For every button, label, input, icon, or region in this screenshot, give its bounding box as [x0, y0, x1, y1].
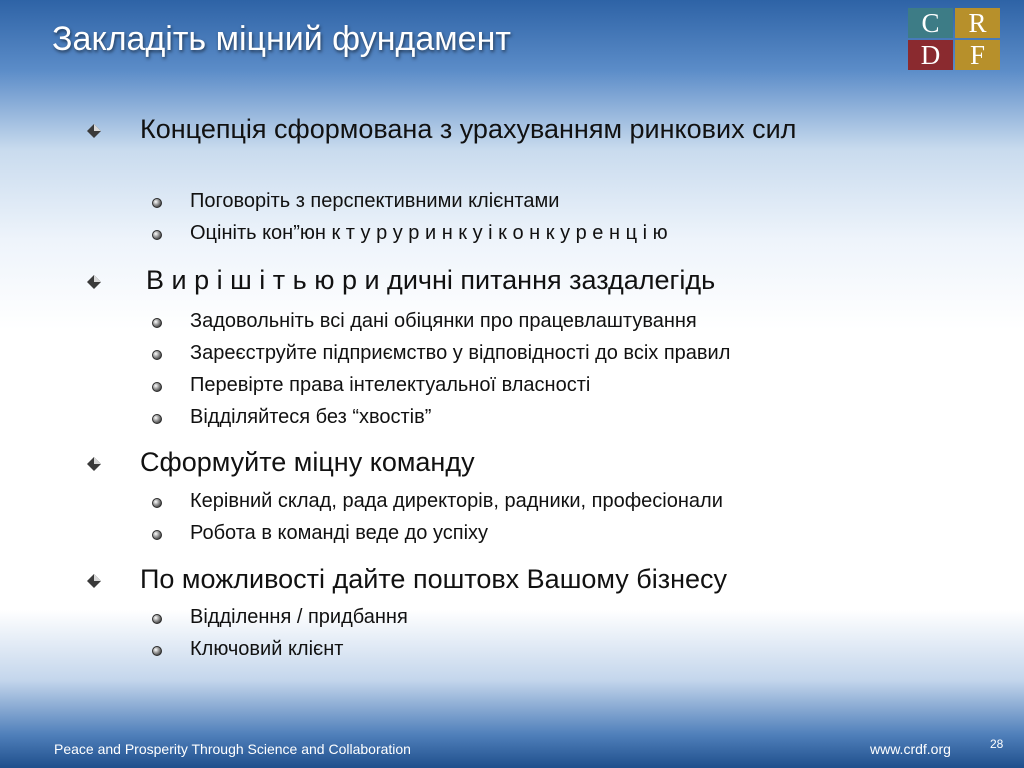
sub-bullet-text: Задовольніть всі дані обіцянки про працевлаштування	[190, 310, 697, 332]
bullet-text: В и р і ш і т ь ю р и дичні питання заздалегідь	[146, 265, 716, 295]
sub-bullet-text: Зареєструйте підприємство у відповідності до всіх правил	[190, 342, 731, 364]
dot-bullet-icon	[152, 498, 162, 508]
diamond-bullet-icon	[87, 574, 101, 588]
sub-bullet-text: Відділяйтеся без “хвостів”	[190, 406, 432, 428]
diamond-bullet-icon	[87, 275, 101, 289]
diamond-bullet-icon	[87, 124, 101, 138]
sub-bullet-text: Перевірте права інтелектуальної власності	[190, 374, 591, 396]
diamond-bullet-icon	[87, 457, 101, 471]
dot-bullet-icon	[152, 530, 162, 540]
dot-bullet-icon	[152, 414, 162, 424]
dot-bullet-icon	[152, 350, 162, 360]
dot-bullet-icon	[152, 198, 162, 208]
footer-tagline: Peace and Prosperity Through Science and Collaboration	[54, 741, 411, 757]
dot-bullet-icon	[152, 382, 162, 392]
slide-title: Закладіть міцний фундамент	[52, 20, 511, 58]
dot-bullet-icon	[152, 614, 162, 624]
logo-letter-r: R	[955, 8, 1000, 38]
sub-bullet-text: Відділення / придбання	[190, 606, 408, 628]
sub-bullet-text: Поговоріть з перспективними клієнтами	[190, 190, 560, 212]
sub-bullet-text: Керівний склад, рада директорів, радники, професіонали	[190, 490, 723, 512]
logo-letter-c: C	[908, 8, 953, 38]
dot-bullet-icon	[152, 646, 162, 656]
page-number: 28	[990, 737, 1004, 751]
footer-url[interactable]: www.crdf.org	[870, 741, 951, 757]
dot-bullet-icon	[152, 318, 162, 328]
dot-bullet-icon	[152, 230, 162, 240]
bullet-text: Сформуйте міцну команду	[140, 447, 475, 477]
sub-bullet-text: Оцініть кон”юн к т у р у р и н к у і к о н к у р е н ц і ю	[190, 222, 668, 244]
logo-letter-f: F	[955, 40, 1000, 70]
logo-letter-d: D	[908, 40, 953, 70]
sub-bullet-text: Робота в команді веде до успіху	[190, 522, 489, 544]
sub-bullet-text: Ключовий клієнт	[190, 638, 344, 660]
bullet-text: Концепція сформована з урахуванням ринкових сил	[140, 114, 797, 144]
bullet-text: По можливості дайте поштовх Вашому бізнесу	[140, 564, 728, 594]
